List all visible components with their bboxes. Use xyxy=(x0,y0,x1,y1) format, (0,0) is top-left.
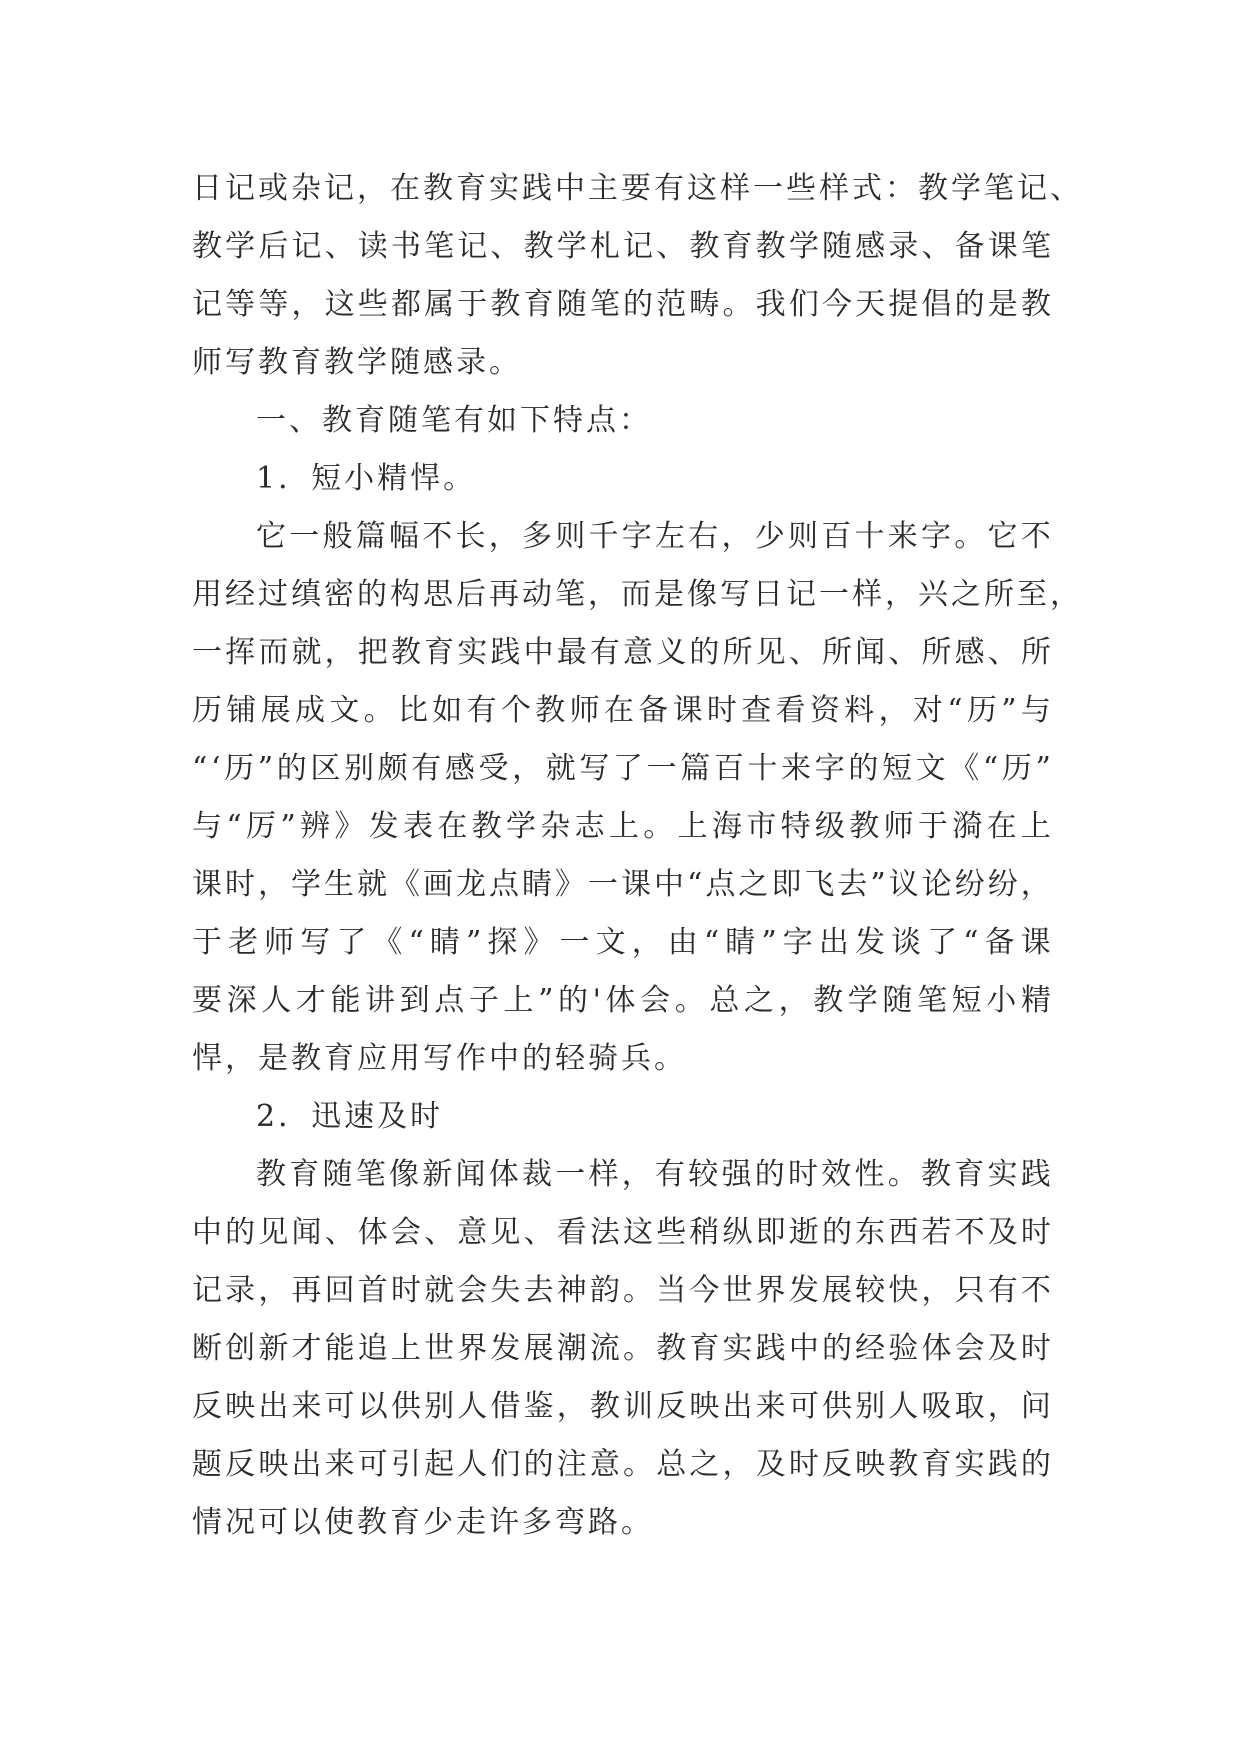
text-line: 反 映 出 来 可 以 供 别 人 借 鉴 ， 教 训 反 映 出 来 可 供 别 人 吸 取 ， 问 xyxy=(192,1389,1054,1424)
text-line: 与 “ 厉 ” 辨 》 发 表 在 教 学 杂 志 上 。 上 海 市 特 级 教 师 于 漪 在 上 xyxy=(192,809,1054,844)
text-line: 教 育 随 笔 像 新 闻 体 裁 一 样 ， 有 较 强 的 时 效 性 。 教 育 实 践 xyxy=(256,1157,1054,1192)
text-line-content: 1．短小精悍。 xyxy=(256,461,477,496)
text-line: “ ‘ 历 ” 的 区 别 颇 有 感 受 ， 就 写 了 一 篇 百 十 来 字 的 短 文 《 “ 历 ” xyxy=(192,751,1054,786)
text-line xyxy=(192,1494,1054,1552)
text-line: 它 一 般 篇 幅 不 长 ， 多 则 千 字 左 右 ， 少 则 百 十 来 字 。 它 不 xyxy=(256,519,1054,554)
text-line: 要 深 人 才 能 讲 到 点 子 上 ” 的 ' 体 会 。 总 之 ， 教 学 随 笔 短 小 精 xyxy=(192,983,1054,1018)
text-line: 记 等 等 ， 这 些 都 属 于 教 育 随 笔 的 范 畴 。 我 们 今 天 提 倡 的 是 教 xyxy=(192,287,1054,322)
text-line-content: 情况可以使教育少走许多弯路。 xyxy=(192,1505,654,1540)
text-line: 题 反 映 出 来 可 引 起 人 们 的 注 意 。 总 之 ， 及 时 反 映 教 育 实 践 的 xyxy=(192,1447,1054,1482)
text-line: 于 老 师 写 了 《 “ 睛 ” 探 》 一 文 ， 由 “ 睛 ” 字 出 发 谈 了 “ 备 课 xyxy=(192,925,1054,960)
text-line-content: 师写教育教学随感录。 xyxy=(192,345,522,380)
text-line xyxy=(192,1030,1054,1088)
text-line: 历 铺 展 成 文 。 比 如 有 个 教 师 在 备 课 时 查 看 资 料 ， 对 “ 历 ” 与 xyxy=(192,693,1054,728)
text-line: 一 挥 而 就 ， 把 教 育 实 践 中 最 有 意 义 的 所 见 、 所 闻 、 所 感 、 所 xyxy=(192,635,1054,670)
text-line xyxy=(192,334,1054,392)
text-line: 日 记 或 杂 记 ， 在 教 育 实 践 中 主 要 有 这 样 一 些 样 式 ： 教 学 笔 记 、 xyxy=(192,171,1083,206)
text-line-content: 悍，是教育应用写作中的轻骑兵。 xyxy=(192,1041,687,1076)
text-line: 断 创 新 才 能 追 上 世 界 发 展 潮 流 。 教 育 实 践 中 的 经 验 体 会 及 时 xyxy=(192,1331,1054,1366)
text-line: 课 时 ， 学 生 就 《 画 龙 点 睛 》 一 课 中 “ 点 之 即 飞 去 ” 议 论 纷 纷 ， xyxy=(192,867,1054,902)
text-line: 用 经 过 缜 密 的 构 思 后 再 动 笔 ， 而 是 像 写 日 记 一 样 ， 兴 之 所 至 ， xyxy=(192,577,1083,612)
text-line xyxy=(192,392,1054,450)
text-line: 中 的 见 闻 、 体 会 、 意 见 、 看 法 这 些 稍 纵 即 逝 的 东 西 若 不 及 时 xyxy=(192,1215,1054,1250)
text-line: 教 学 后 记 、 读 书 笔 记 、 教 学 札 记 、 教 育 教 学 随 感 录 、 备 课 笔 xyxy=(192,229,1054,264)
text-line-content: 一、教育随笔有如下特点： xyxy=(256,403,652,438)
document-page xyxy=(192,160,1083,1552)
text-line: 记 录 ， 再 回 首 时 就 会 失 去 神 韵 。 当 今 世 界 发 展 较 快 ， 只 有 不 xyxy=(192,1273,1054,1308)
text-line xyxy=(192,1088,1054,1146)
text-line-content: 2．迅速及时 xyxy=(256,1099,444,1134)
text-line xyxy=(192,450,1054,508)
